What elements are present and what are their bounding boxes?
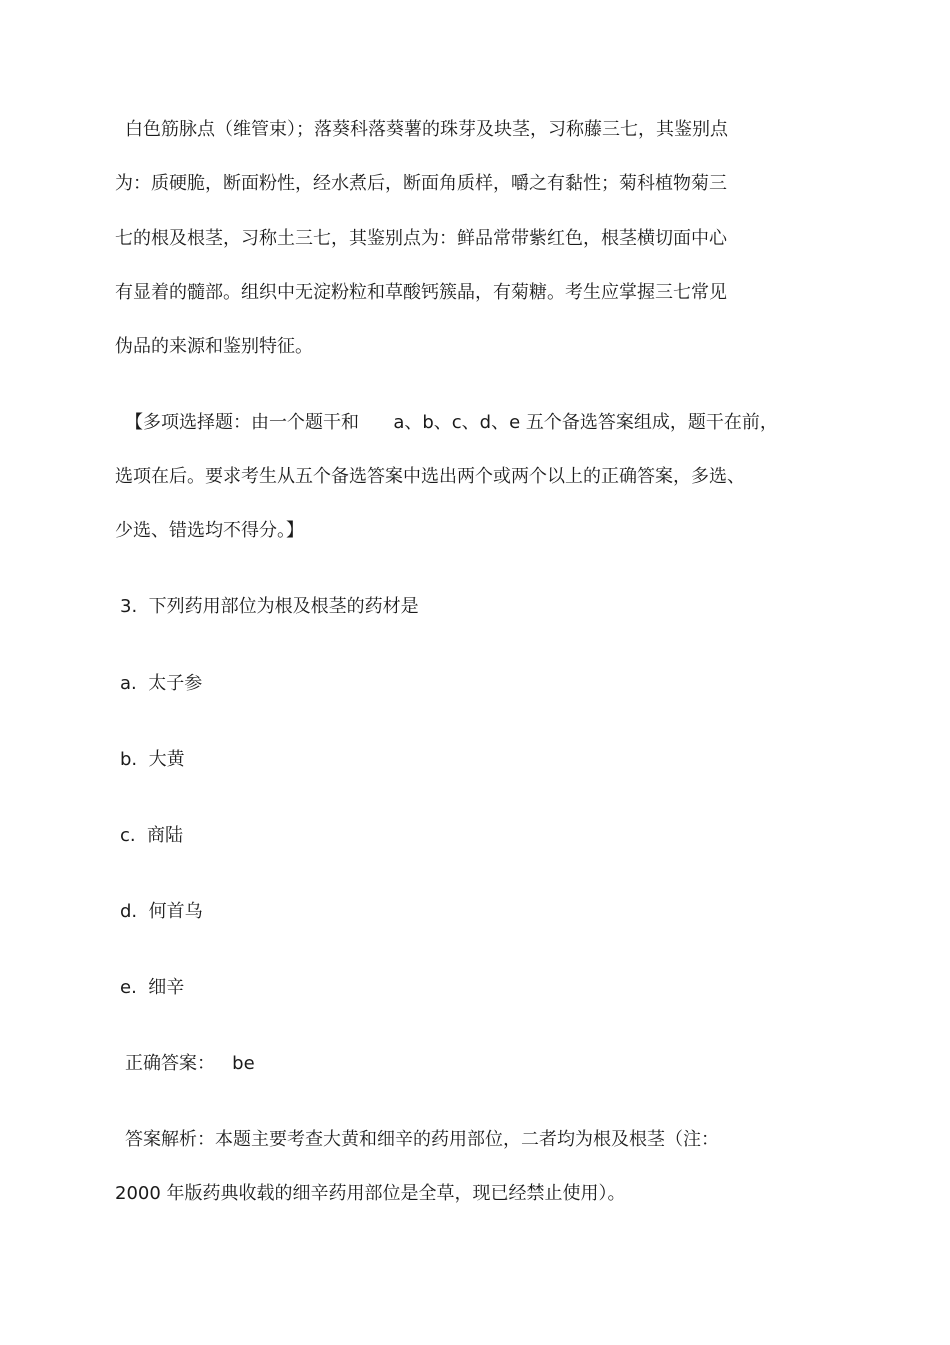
analysis-line: 2000 年版药典收载的细辛药用部位是全草，现已经禁止使用）。 [115, 1183, 626, 1204]
paragraph-line: 为：质硬脆，断面粉性，经水煮后，断面角质样，嚼之有黏性；菊科植物菊三 [115, 173, 727, 194]
paragraph-line: 伪品的来源和鉴别特征。 [115, 336, 313, 357]
option-e: e. 细辛 [120, 977, 185, 998]
paragraph-line: 有显着的髓部。组织中无淀粉粒和草酸钙簇晶，有菊糖。考生应掌握三七常见 [115, 282, 727, 303]
option-a: a. 太子参 [120, 673, 203, 694]
option-c: c. 商陆 [120, 825, 184, 846]
option-d: d. 何首乌 [120, 901, 203, 922]
paragraph-line: 白色筋脉点（维管束）；落葵科落葵薯的珠芽及块茎，习称藤三七，其鉴别点 [125, 119, 728, 140]
option-b: b. 大黄 [120, 749, 185, 770]
question-stem: 3. 下列药用部位为根及根茎的药材是 [120, 596, 419, 617]
instructions-line: 【多项选择题：由一个题干和 a、b、c、d、e 五个备选答案组成，题干在前， [125, 412, 778, 433]
correct-answer: 正确答案： be [125, 1053, 255, 1074]
instructions-line: 少选、错选均不得分。】 [115, 520, 304, 541]
analysis-line: 答案解析：本题主要考查大黄和细辛的药用部位，二者均为根及根茎（注： [125, 1129, 719, 1150]
instructions-line: 选项在后。要求考生从五个备选答案中选出两个或两个以上的正确答案，多选、 [115, 466, 745, 487]
paragraph-line: 七的根及根茎，习称土三七，其鉴别点为：鲜品常带紫红色，根茎横切面中心 [115, 228, 727, 249]
